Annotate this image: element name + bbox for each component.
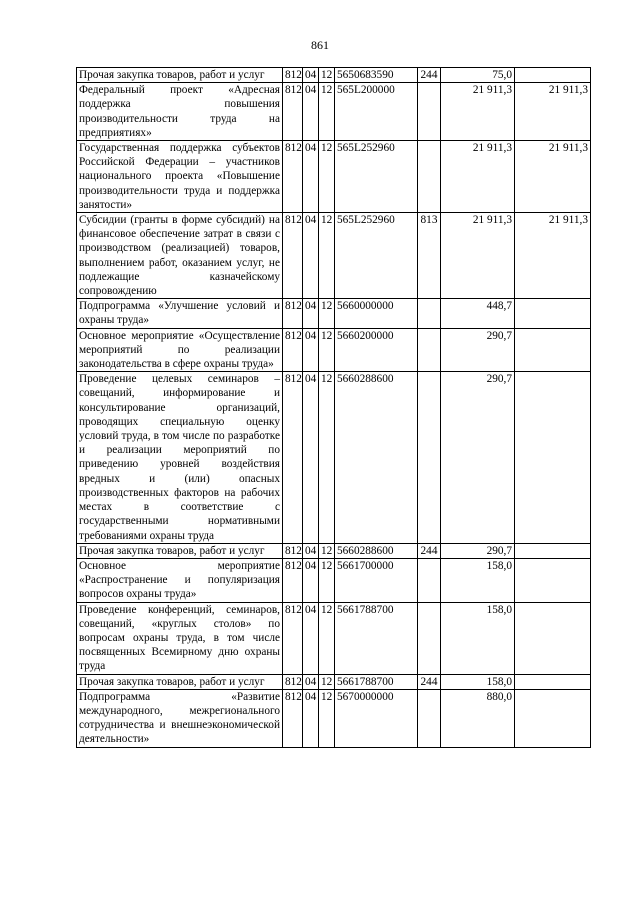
budget-table [76, 67, 591, 748]
row-ministry-code: 812 [283, 83, 303, 141]
row-amount-federal: 21 911,3 [515, 141, 591, 213]
row-amount-federal [515, 372, 591, 543]
row-section-code: 04 [303, 141, 319, 213]
row-target-article: 5670000000 [335, 689, 418, 747]
row-ministry-code: 812 [283, 674, 303, 689]
page-number: 861 [311, 38, 329, 52]
row-amount-federal [515, 674, 591, 689]
row-ministry-code: 812 [283, 141, 303, 213]
row-target-article: 5661788700 [335, 602, 418, 674]
row-expense-type [418, 141, 441, 213]
row-amount-federal [515, 299, 591, 328]
row-amount: 290,7 [441, 543, 515, 558]
table-row [77, 328, 591, 372]
row-ministry-code: 812 [283, 372, 303, 543]
table-row [77, 83, 591, 141]
row-target-article: 565L252960 [335, 141, 418, 213]
row-subsection-code: 12 [319, 543, 335, 558]
row-ministry-code: 812 [283, 689, 303, 747]
row-amount: 75,0 [441, 68, 515, 83]
row-subsection-code: 12 [319, 68, 335, 83]
row-target-article: 5660000000 [335, 299, 418, 328]
row-amount-federal [515, 328, 591, 372]
row-section-code: 04 [303, 328, 319, 372]
row-target-article: 5661788700 [335, 674, 418, 689]
row-name: Проведение целевых семинаров – совещаний, информирование и консультирование организаций, проводящих специальную оценку условий труда, в том числе по разработке и реализации мероприятий по приведению уровней воздействия вредных и (или) опасных производственных факторов на рабочих местах в соответствие с государственными нормативными требованиями охраны труда [77, 372, 283, 543]
row-subsection-code: 12 [319, 141, 335, 213]
row-section-code: 04 [303, 602, 319, 674]
row-expense-type [418, 689, 441, 747]
row-name: Федеральный проект «Адресная поддержка повышения производительности труда на предприятиях» [77, 83, 283, 141]
table-row [77, 213, 591, 299]
row-section-code: 04 [303, 299, 319, 328]
row-section-code: 04 [303, 543, 319, 558]
row-amount-federal [515, 689, 591, 747]
table-row [77, 602, 591, 674]
row-amount: 880,0 [441, 689, 515, 747]
row-amount: 158,0 [441, 558, 515, 602]
table-row [77, 68, 591, 83]
row-name: Прочая закупка товаров, работ и услуг [77, 68, 283, 83]
row-expense-type: 244 [418, 543, 441, 558]
row-amount: 448,7 [441, 299, 515, 328]
row-name: Основное мероприятие «Распространение и популяризация вопросов охраны труда» [77, 558, 283, 602]
row-subsection-code: 12 [319, 558, 335, 602]
row-name: Субсидии (гранты в форме субсидий) на финансовое обеспечение затрат в связи с производством (реализацией) товаров, выполнением работ, оказанием услуг, не подлежащие казначейскому сопровождению [77, 213, 283, 299]
row-name: Проведение конференций, семинаров, совещаний, «круглых столов» по вопросам охраны труда, в том числе посвященных Всемирному дню охраны труда [77, 602, 283, 674]
row-name: Основное мероприятие «Осуществление мероприятий по реализации законодательства в сфере охраны труда» [77, 328, 283, 372]
row-subsection-code: 12 [319, 213, 335, 299]
row-ministry-code: 812 [283, 68, 303, 83]
row-amount: 21 911,3 [441, 213, 515, 299]
row-expense-type: 244 [418, 674, 441, 689]
row-subsection-code: 12 [319, 689, 335, 747]
row-expense-type: 813 [418, 213, 441, 299]
row-section-code: 04 [303, 68, 319, 83]
row-expense-type [418, 328, 441, 372]
row-expense-type: 244 [418, 68, 441, 83]
row-target-article: 565L252960 [335, 213, 418, 299]
row-name: Подпрограмма «Улучшение условий и охраны труда» [77, 299, 283, 328]
row-amount: 290,7 [441, 372, 515, 543]
row-ministry-code: 812 [283, 213, 303, 299]
row-section-code: 04 [303, 689, 319, 747]
row-amount: 21 911,3 [441, 83, 515, 141]
table-row [77, 689, 591, 747]
row-amount: 21 911,3 [441, 141, 515, 213]
row-amount-federal [515, 558, 591, 602]
row-subsection-code: 12 [319, 83, 335, 141]
row-amount-federal [515, 602, 591, 674]
table-row [77, 674, 591, 689]
row-target-article: 5660288600 [335, 372, 418, 543]
row-amount-federal: 21 911,3 [515, 213, 591, 299]
row-ministry-code: 812 [283, 328, 303, 372]
row-name: Подпрограмма «Развитие международного, межрегионального сотрудничества и внешнеэкономической деятельности» [77, 689, 283, 747]
table-row [77, 299, 591, 328]
row-amount-federal [515, 543, 591, 558]
row-section-code: 04 [303, 674, 319, 689]
row-amount: 158,0 [441, 674, 515, 689]
row-name: Прочая закупка товаров, работ и услуг [77, 543, 283, 558]
row-subsection-code: 12 [319, 328, 335, 372]
row-amount: 158,0 [441, 602, 515, 674]
row-name: Государственная поддержка субъектов Российской Федерации – участников национального проекта «Повышение производительности труда и поддержка занятости» [77, 141, 283, 213]
row-subsection-code: 12 [319, 674, 335, 689]
table-row [77, 372, 591, 543]
row-section-code: 04 [303, 83, 319, 141]
row-name: Прочая закупка товаров, работ и услуг [77, 674, 283, 689]
row-expense-type [418, 299, 441, 328]
row-target-article: 5650683590 [335, 68, 418, 83]
row-ministry-code: 812 [283, 543, 303, 558]
row-target-article: 565L200000 [335, 83, 418, 141]
row-subsection-code: 12 [319, 299, 335, 328]
row-expense-type [418, 558, 441, 602]
row-subsection-code: 12 [319, 602, 335, 674]
table-row [77, 141, 591, 213]
table-row [77, 558, 591, 602]
row-ministry-code: 812 [283, 299, 303, 328]
row-section-code: 04 [303, 213, 319, 299]
row-expense-type [418, 602, 441, 674]
row-ministry-code: 812 [283, 602, 303, 674]
row-subsection-code: 12 [319, 372, 335, 543]
row-ministry-code: 812 [283, 558, 303, 602]
row-target-article: 5660288600 [335, 543, 418, 558]
row-amount: 290,7 [441, 328, 515, 372]
row-target-article: 5660200000 [335, 328, 418, 372]
row-target-article: 5661700000 [335, 558, 418, 602]
row-expense-type [418, 83, 441, 141]
row-amount-federal: 21 911,3 [515, 83, 591, 141]
row-amount-federal [515, 68, 591, 83]
row-section-code: 04 [303, 558, 319, 602]
table-row [77, 543, 591, 558]
row-section-code: 04 [303, 372, 319, 543]
row-expense-type [418, 372, 441, 543]
